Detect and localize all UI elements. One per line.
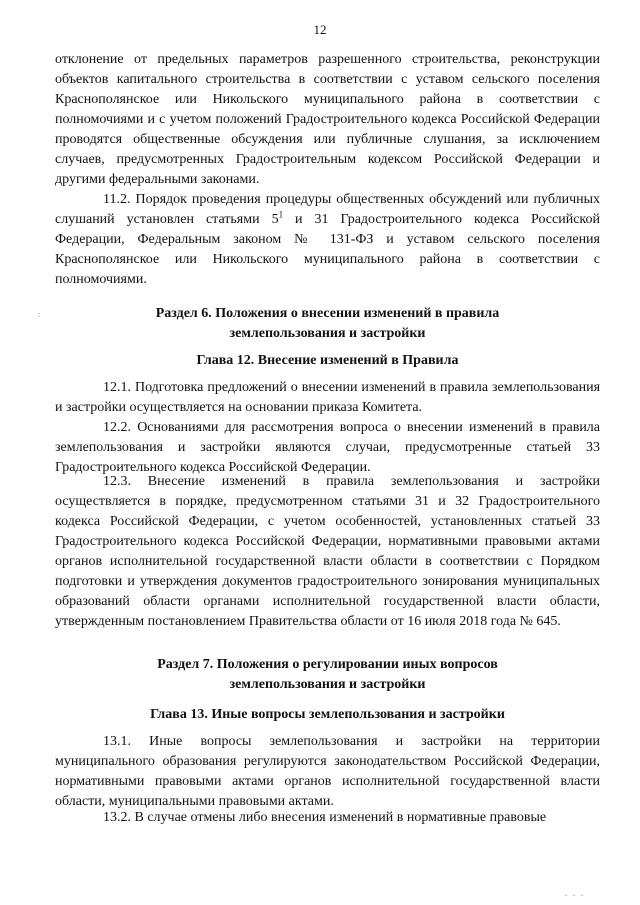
section-title-line: землепользования и застройки bbox=[229, 326, 426, 341]
paragraph-text: отклонение от предельных параметров разрешенного строительства, реконструкции объектов капитального строительства в соответствии с уставом сельского поселения Краснополянское или Никольского муниципального района в соответствии с полномочиями и с учетом положений Градостроительного кодекса Российской Федерации проводятся общественные обсуждения или публичные слушания, за исключением случаев, предусмотренных Градостроительным кодексом Российской Федерации и другими федеральными законами. bbox=[55, 52, 600, 187]
clause-text: Иные вопросы землепользования и застройки на территории муниципального образования регулируются законодательством Российской Федерации, нормативными правовыми актами органов исполнительной государственной власти области, муниципальными правовыми актами. bbox=[55, 734, 601, 809]
chapter-title: Глава 12. Внесение изменений в Правила bbox=[196, 353, 459, 368]
paragraph-12-1 bbox=[55, 378, 600, 418]
clause-text: Основаниями для рассмотрения вопроса о внесении изменений в правила землепользования и застройки являются случаи, предусмотренные статьей 33 Градостроительного кодекса Российской Федерации. bbox=[55, 420, 601, 475]
clause-number: 12.3. bbox=[103, 474, 131, 489]
clause-number: 13.1. bbox=[103, 734, 131, 749]
paragraph-11-2 bbox=[55, 190, 600, 290]
clause-text-part: и 31 Градостроительного кодекса Российской Федерации, Федеральным законом № 131-ФЗ и уставом сельского поселения Краснополянское или Никольского муниципального района в соответствии с полномочиями. bbox=[55, 212, 600, 287]
scan-mark: . . . bbox=[565, 889, 585, 898]
section-title-line: Раздел 7. Положения о регулировании иных вопросов bbox=[157, 657, 498, 672]
clause-number: 11.2. bbox=[103, 192, 131, 207]
section-7-heading bbox=[55, 655, 600, 695]
section-title-line: землепользования и застройки bbox=[229, 677, 426, 692]
paragraph-13-2 bbox=[55, 808, 600, 828]
section-title-line: Раздел 6. Положения о внесении изменений в правила bbox=[155, 306, 500, 321]
superscript: 1 bbox=[278, 209, 284, 220]
clause-number: 13.2. bbox=[103, 810, 131, 825]
clause-number: 12.2. bbox=[103, 420, 131, 435]
paragraph-12-2 bbox=[55, 418, 600, 478]
clause-number: 12.1. bbox=[103, 380, 131, 395]
chapter-title: Глава 13. Иные вопросы землепользования и застройки bbox=[150, 707, 505, 722]
paragraph-text bbox=[55, 472, 600, 632]
clause-text-part: Порядок проведения процедуры общественных обсуждений или публичных слушаний установлен статьями 5 bbox=[55, 192, 601, 227]
chapter-13-heading bbox=[55, 705, 600, 725]
page-number: 12 bbox=[313, 22, 327, 37]
clause-text: Внесение изменений в правила землепользования и застройки осуществляется в порядке, предусмотренном статьями 31 и 32 Градостроительного кодекса Российской Федерации, с учетом особенностей, установленных статьей 33 Градостроительного кодекса Российской Федерации, нормативными правовыми актами органов исполнительной государственной власти области в соответствии с Порядком подготовки и утверждения документов градостроительного зонирования муниципальных образований области органами исполнительной государственной власти области, утвержденным постановлением Правительства области от 16 июля 2018 года № 645. bbox=[55, 474, 600, 629]
paragraph-text bbox=[55, 378, 600, 418]
paragraph-text bbox=[55, 808, 600, 828]
paragraph-12-3 bbox=[55, 472, 600, 632]
paragraph-continuation bbox=[55, 50, 600, 190]
paragraph-text bbox=[55, 418, 600, 478]
margin-mark: : bbox=[38, 310, 41, 319]
paragraph-text bbox=[55, 190, 600, 290]
chapter-12-heading bbox=[55, 351, 600, 371]
section-6-heading bbox=[55, 304, 600, 344]
clause-text: Подготовка предложений о внесении изменений в правила землепользования и застройки осуществляется на основании приказа Комитета. bbox=[55, 380, 601, 415]
clause-text: В случае отмены либо внесения изменений в нормативные правовые bbox=[134, 810, 547, 825]
paragraph-13-1 bbox=[55, 732, 600, 812]
paragraph-text bbox=[55, 732, 600, 812]
